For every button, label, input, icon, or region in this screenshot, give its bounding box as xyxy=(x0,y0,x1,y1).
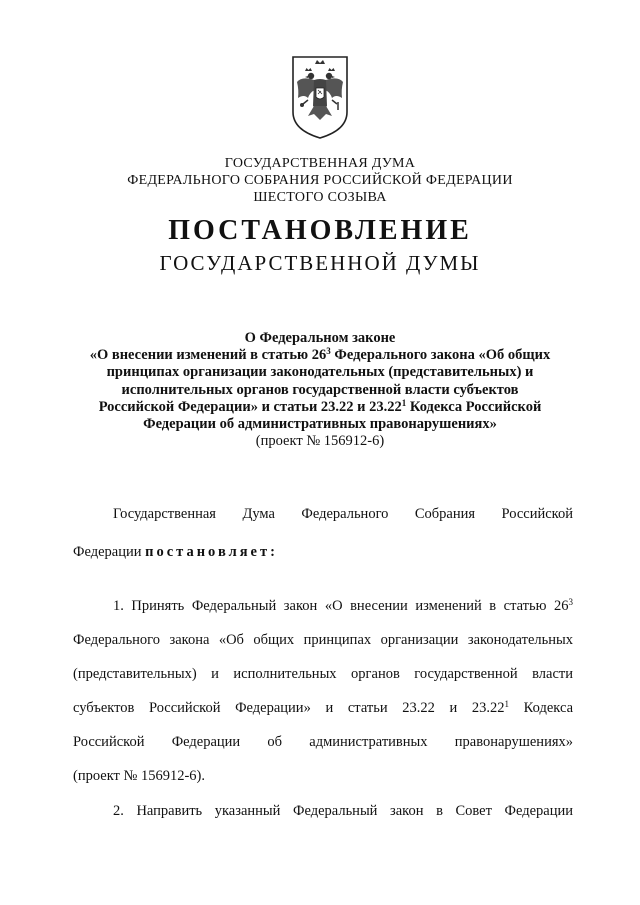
document-subject xyxy=(40,330,600,450)
document-title: ПОСТАНОВЛЕНИЕ xyxy=(168,215,472,246)
document-subtitle: ГОСУДАРСТВЕННОЙ ДУМЫ xyxy=(159,251,481,275)
subject-line-2: «О внесении изменений в статью $26^3$ Федерального закона «Об общих xyxy=(89,346,551,364)
header-line-2: ФЕДЕРАЛЬНОГО СОБРАНИЯ РОССИЙСКОЙ ФЕДЕРАЦИИ xyxy=(127,173,513,188)
item-1-line-4: субъектов Российской Федерации» и статьи 23.22 и 23.22$^1$ Кодекса xyxy=(73,699,574,716)
decree-line-1: Государственная Дума Федерального Собрания Российской xyxy=(113,506,573,522)
item-1-line-1: 1. Принять Федеральный закон «О внесении изменений в статью $26^3$ xyxy=(113,597,573,614)
item-1-line-6: (проект № 156912-6). xyxy=(73,768,206,784)
header-line-1: ГОСУДАРСТВЕННАЯ ДУМА xyxy=(224,156,416,171)
item-1-line-2: Федерального закона «Об общих принципах организации законодательных xyxy=(73,632,573,648)
item-1-paragraph xyxy=(73,596,573,800)
subject-line-5: Российской Федерации» и статьи 23.22 и 23.22$^1$ Кодекса Российской xyxy=(98,397,542,415)
item-2-paragraph xyxy=(73,801,573,822)
subject-line-3: принципах организации законодательных (представительных) и xyxy=(106,364,534,381)
header-line-3: ШЕСТОГО СОЗЫВА xyxy=(253,190,387,205)
subject-line-4: исполнительных органов государственной власти субъектов xyxy=(121,381,519,398)
decree-verb: постановляет: xyxy=(145,544,278,560)
item-1-line-3: (представительных) и исполнительных органов государственной власти xyxy=(73,666,573,682)
item-1-line-5: Российской Федерации об административных правонарушениях» xyxy=(73,734,573,750)
item-2-line-1: 2. Направить указанный Федеральный закон в Совет Федерации xyxy=(113,803,573,819)
decree-line-2: Федерации постановляет: xyxy=(73,544,278,560)
subject-line-6: Федерации об административных правонарушениях» xyxy=(143,416,497,433)
subject-line-1: О Федеральном законе xyxy=(244,330,396,346)
coat-of-arms-icon xyxy=(290,54,350,140)
decree-paragraph xyxy=(73,504,573,563)
subject-project-number: (проект № 156912-6) xyxy=(255,433,385,450)
